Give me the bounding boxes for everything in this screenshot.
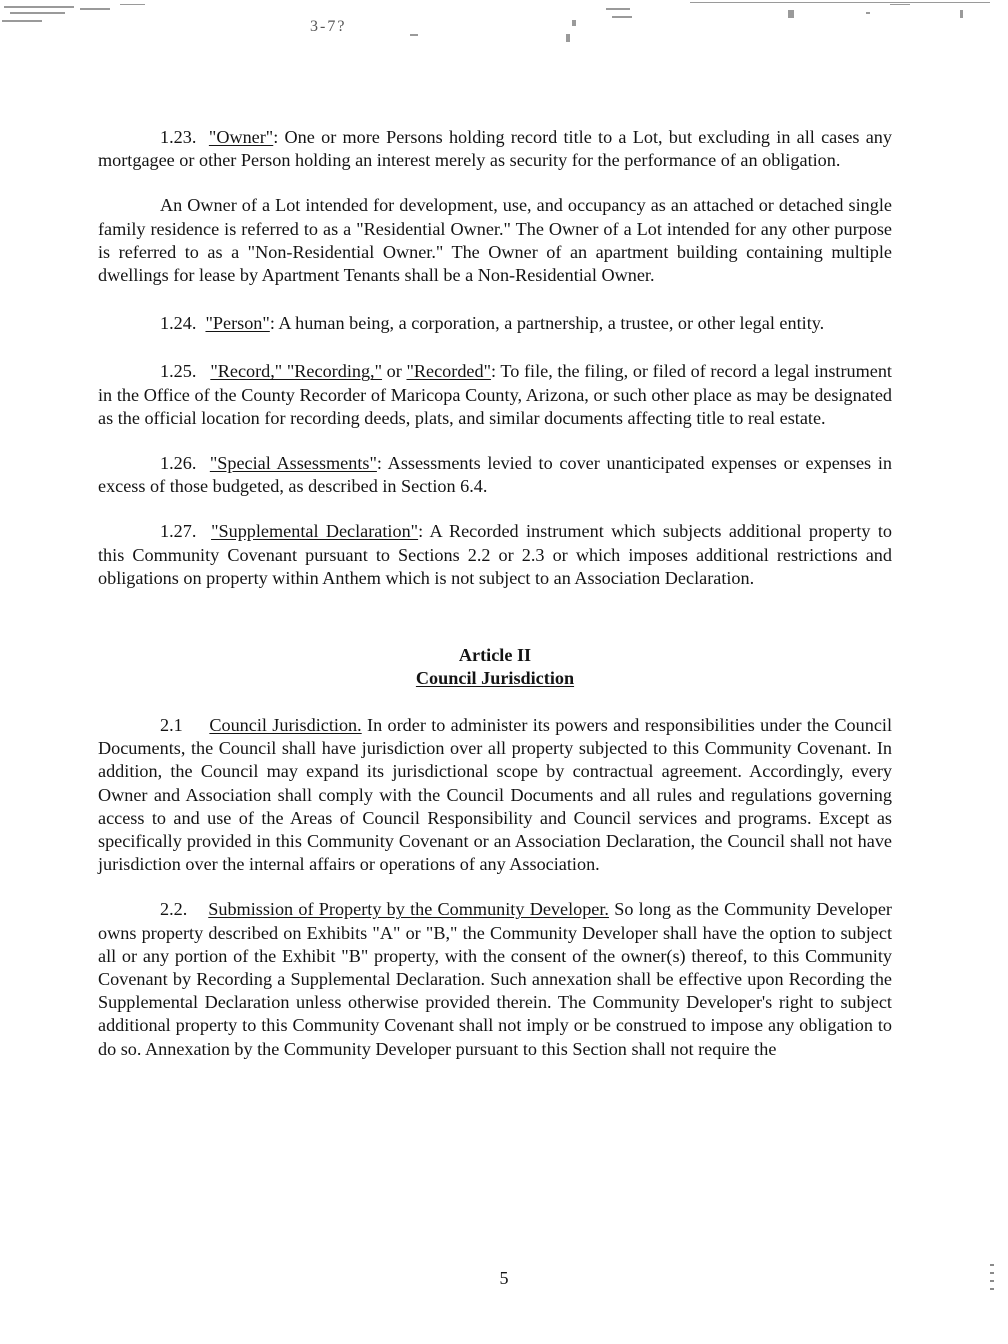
section-1-23-continuation: An Owner of a Lot intended for development, use, and occupancy as an attached or detached single family residence is referred to as a "Residential Owner." The Owner of a Lot intended for any other purpose is referred to as a "Non-Residential Owner." The Owner of an apartment building containing multiple dwellings for lease by Apartment Tenants shall be a Non-Residential Owner. <box>98 195 892 286</box>
section-number: 1.25. <box>160 361 197 382</box>
section-term: "Supplemental Declaration" <box>211 521 419 542</box>
section-term-2: "Recorded" <box>406 361 492 382</box>
section-2-1 <box>98 714 892 876</box>
section-body: : A human being, a corporation, a partnership, a trustee, or other legal entity. <box>269 313 825 334</box>
section-body: : To file, the filing, or filed of record a legal instrument in the Office of the County Recorder of Maricopa County, Arizona, or such other place as may be designated as the official location for recording deeds, plats, and similar documents affecting title to real estate. <box>98 361 892 428</box>
document-page <box>98 126 892 1061</box>
article-title: Council Jurisdiction <box>415 668 575 689</box>
section-term: "Record," "Recording," <box>210 361 383 382</box>
section-term: "Owner" <box>208 127 274 147</box>
page-number: 5 <box>499 1268 509 1288</box>
section-1-24 <box>98 312 892 335</box>
section-number: 1.23. <box>160 127 197 147</box>
article-heading <box>98 644 892 690</box>
section-term: "Special Assessments" <box>209 453 377 474</box>
section-1-26 <box>98 452 892 498</box>
edge-scan-marks <box>988 1262 998 1302</box>
section-body: : A Recorded instrument which subjects additional property to this Community Covenant pursuant to Sections 2.2 or 2.3 or which imposes additional restrictions and obligations on property within Anthem which is not subject to an Association Declaration. <box>98 521 892 588</box>
section-body: In order to administer its powers and responsibilities under the Council Documents, the Council shall have jurisdiction over all property subjected to this Community Covenant. In addition, the Council may expand its jurisdictional scope by contractual agreement. Accordingly, every Owner and Association shall comply with the Council Documents and all rules and regulations governing access to and use of the Areas of Council Responsibility and Council services and programs. Except as specifically provided in this Community Covenant or an Association Declaration, the Council shall not have jurisdiction over the internal affairs or operations of any Association. <box>98 715 893 875</box>
section-title: Council Jurisdiction. <box>209 715 362 736</box>
section-1-25 <box>98 360 892 430</box>
section-1-23 <box>98 126 892 172</box>
scan-noise-marks <box>0 0 1008 50</box>
section-number: 1.27. <box>160 521 197 542</box>
section-number: 2.1 <box>160 715 183 736</box>
section-body: So long as the Community Developer owns property described on Exhibits "A" or "B," the Community Developer shall have the option to subject all or any portion of the Exhibit "B" property, with the consent of the owner(s) thereof, to this Community Covenant by Recording a Supplemental Declaration. Such annexation shall be effective upon Recording the Supplemental Declaration unless otherwise provided therein. The Community Developer's right to subject additional property to this Community Covenant shall not imply or be construed to impose any obligation to do so. Annexation by the Community Developer pursuant to this Section shall not require the <box>98 899 892 1059</box>
article-label: Article II <box>458 645 532 666</box>
header-marks: 3-7? <box>310 18 347 35</box>
section-number: 2.2. <box>160 899 188 920</box>
section-term: "Person" <box>205 313 270 334</box>
section-body: : Assessments levied to cover unanticipated expenses or expenses in excess of those budgeted, as described in Section 6.4. <box>98 453 893 497</box>
section-or-text: or <box>382 361 407 382</box>
section-title: Submission of Property by the Community Developer. <box>208 899 609 920</box>
section-2-2 <box>98 898 892 1060</box>
section-number: 1.26. <box>160 453 197 474</box>
section-1-27 <box>98 520 892 590</box>
section-body: : One or more Persons holding record title to a Lot, but excluding in all cases any mortgagee or other Person holding an interest merely as security for the performance of an obligation. <box>98 127 892 171</box>
section-number: 1.24. <box>160 313 197 334</box>
